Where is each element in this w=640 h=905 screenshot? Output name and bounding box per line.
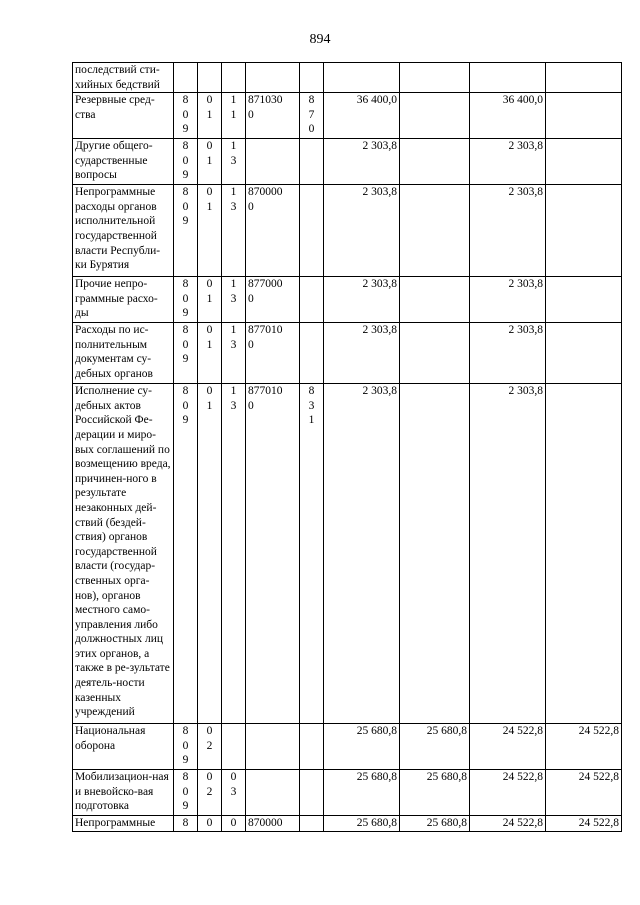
row-name-cell: [73, 724, 174, 770]
row-sum3-cell: [470, 770, 546, 816]
row-name-text: Непрограммные: [75, 817, 156, 830]
row-sum4-cell: [546, 185, 622, 277]
row-name-cell: [73, 185, 174, 277]
row-gr-text: 809: [182, 385, 189, 427]
row-sum2-text: 25 680,8: [426, 817, 467, 830]
row-name-text: Резервные сред-ства: [75, 94, 155, 121]
row-sum4-cell: [546, 93, 622, 139]
row-sum4-cell: [546, 139, 622, 185]
row-sum2-cell: [400, 816, 470, 832]
row-rz-text: 01: [206, 324, 213, 351]
row-name-cell: [73, 139, 174, 185]
row-sum3-cell: [470, 323, 546, 384]
row-pr-cell: [222, 323, 246, 384]
row-sum1-cell: [324, 724, 400, 770]
table-row: [73, 93, 622, 139]
row-pr-cell: [222, 63, 246, 93]
row-rz-text: 01: [206, 385, 213, 412]
row-sum4-cell: [546, 770, 622, 816]
row-sum3-text: 36 400,0: [502, 94, 543, 107]
budget-table: [72, 62, 622, 832]
row-name-cell: [73, 277, 174, 323]
row-csr-cell: [246, 724, 300, 770]
row-rz-text: 02: [206, 771, 213, 798]
table-row: [73, 770, 622, 816]
row-rz-cell: [198, 816, 222, 832]
row-sum2-text: 25 680,8: [426, 771, 467, 784]
row-gr-text: 809: [182, 140, 189, 182]
row-rz-cell: [198, 139, 222, 185]
row-name-cell: [73, 323, 174, 384]
row-gr-cell: [174, 185, 198, 277]
row-csr-text: 870000: [248, 817, 283, 830]
row-sum3-text: 2 303,8: [508, 186, 543, 199]
row-vr-cell: [300, 185, 324, 277]
row-sum2-cell: [400, 139, 470, 185]
row-sum4-cell: [546, 816, 622, 832]
row-gr-text: 8: [182, 817, 189, 830]
row-name-cell: [73, 770, 174, 816]
table-row: [73, 185, 622, 277]
row-vr-cell: [300, 63, 324, 93]
row-vr-cell: [300, 816, 324, 832]
row-pr-text: 03: [230, 771, 237, 798]
row-sum1-text: 25 680,8: [356, 725, 397, 738]
row-gr-text: 809: [182, 278, 189, 320]
row-rz-text: 01: [206, 278, 213, 305]
row-sum2-cell: [400, 185, 470, 277]
table-row: [73, 323, 622, 384]
row-pr-text: 13: [230, 278, 237, 305]
row-rz-cell: [198, 185, 222, 277]
table-row: [73, 277, 622, 323]
row-sum4-text: 24 522,8: [578, 817, 619, 830]
row-name-text: Исполнение су-дебных актов Российской Фе-дерации и миро-вых соглашений по возмещению вреда, причинен-ного в результате незаконных дей-ствий (бездей-ствия) органов государственной власти (государ-ственных орга-нов), органов местного само-управления либо должностных лиц этих органов, а также в ре-зультате деятель-ности казенных учреждений: [75, 385, 171, 719]
row-rz-cell: [198, 93, 222, 139]
row-pr-cell: [222, 770, 246, 816]
row-sum1-text: 2 303,8: [362, 186, 397, 199]
row-gr-cell: [174, 724, 198, 770]
row-sum1-text: 2 303,8: [362, 278, 397, 291]
row-pr-text: 11: [230, 94, 237, 121]
row-rz-text: 01: [206, 94, 213, 121]
row-name-cell: [73, 816, 174, 832]
row-vr-cell: [300, 277, 324, 323]
row-rz-text: 02: [206, 725, 213, 752]
row-name-text: Другие общего-сударственные вопросы: [75, 140, 153, 182]
row-sum1-cell: [324, 93, 400, 139]
table-row: [73, 816, 622, 832]
row-sum3-cell: [470, 139, 546, 185]
row-sum1-cell: [324, 63, 400, 93]
row-csr-cell: [246, 139, 300, 185]
page-number: 894: [309, 32, 331, 47]
row-sum4-cell: [546, 724, 622, 770]
row-sum1-text: 2 303,8: [362, 140, 397, 153]
row-sum4-cell: [546, 323, 622, 384]
row-pr-text: 13: [230, 140, 237, 167]
row-sum3-cell: [470, 185, 546, 277]
row-sum3-text: 24 522,8: [502, 817, 543, 830]
row-vr-cell: [300, 384, 324, 724]
row-pr-text: 13: [230, 186, 237, 213]
row-sum1-text: 2 303,8: [362, 324, 397, 337]
row-rz-cell: [198, 323, 222, 384]
row-csr-cell: [246, 816, 300, 832]
row-sum3-text: 2 303,8: [508, 278, 543, 291]
row-sum1-cell: [324, 185, 400, 277]
row-sum3-cell: [470, 724, 546, 770]
row-sum2-cell: [400, 63, 470, 93]
row-sum1-text: 25 680,8: [356, 817, 397, 830]
row-pr-cell: [222, 277, 246, 323]
row-vr-cell: [300, 323, 324, 384]
row-pr-text: 0: [230, 817, 237, 830]
row-sum4-text: 24 522,8: [578, 771, 619, 784]
row-sum1-cell: [324, 816, 400, 832]
row-csr-cell: [246, 93, 300, 139]
row-csr-cell: [246, 185, 300, 277]
row-pr-cell: [222, 384, 246, 724]
row-gr-text: 809: [182, 771, 189, 813]
row-sum4-cell: [546, 63, 622, 93]
row-csr-text: 8770100: [248, 385, 283, 412]
row-vr-text: 831: [308, 385, 315, 427]
row-sum4-text: 24 522,8: [578, 725, 619, 738]
row-pr-text: 13: [230, 385, 237, 412]
row-sum1-text: 25 680,8: [356, 771, 397, 784]
row-sum3-text: 2 303,8: [508, 324, 543, 337]
row-vr-cell: [300, 724, 324, 770]
row-csr-cell: [246, 323, 300, 384]
row-rz-text: 01: [206, 140, 213, 167]
row-gr-text: 809: [182, 186, 189, 228]
table-row: [73, 724, 622, 770]
table-row: [73, 384, 622, 724]
row-sum4-cell: [546, 277, 622, 323]
row-sum2-cell: [400, 93, 470, 139]
row-pr-cell: [222, 816, 246, 832]
row-gr-cell: [174, 63, 198, 93]
row-sum3-cell: [470, 816, 546, 832]
row-sum2-cell: [400, 277, 470, 323]
row-csr-cell: [246, 770, 300, 816]
row-sum1-text: 36 400,0: [356, 94, 397, 107]
row-sum3-text: 2 303,8: [508, 385, 543, 398]
row-sum2-cell: [400, 384, 470, 724]
row-sum2-cell: [400, 770, 470, 816]
row-pr-cell: [222, 724, 246, 770]
row-vr-cell: [300, 770, 324, 816]
row-name-text: Прочие непро-граммные расхо-ды: [75, 278, 158, 320]
row-gr-cell: [174, 139, 198, 185]
row-csr-cell: [246, 384, 300, 724]
row-name-text: Расходы по ис-полнительным документам су-дебных органов: [75, 324, 153, 380]
row-vr-cell: [300, 93, 324, 139]
table-row: [73, 63, 622, 93]
row-pr-text: 13: [230, 324, 237, 351]
row-name-text: Непрограммные расходы органов исполнительной государственной власти Республи-ки Бурятия: [75, 186, 161, 272]
row-rz-text: 01: [206, 186, 213, 213]
row-gr-cell: [174, 93, 198, 139]
row-sum3-cell: [470, 93, 546, 139]
row-rz-cell: [198, 63, 222, 93]
row-name-text: Национальная оборона: [75, 725, 146, 752]
row-pr-cell: [222, 93, 246, 139]
row-sum3-cell: [470, 384, 546, 724]
row-gr-text: 809: [182, 94, 189, 136]
row-sum3-text: 24 522,8: [502, 725, 543, 738]
row-pr-cell: [222, 185, 246, 277]
row-csr-text: 8710300: [248, 94, 283, 121]
row-rz-text: 0: [206, 817, 213, 830]
row-sum3-cell: [470, 277, 546, 323]
row-name-cell: [73, 93, 174, 139]
row-name-text: Мобилизацион-ная и вневойско-вая подготовка: [75, 771, 169, 813]
row-sum3-text: 2 303,8: [508, 140, 543, 153]
row-csr-cell: [246, 63, 300, 93]
row-gr-text: 809: [182, 725, 189, 767]
row-sum1-text: 2 303,8: [362, 385, 397, 398]
row-csr-text: 8770000: [248, 278, 283, 305]
row-sum1-cell: [324, 139, 400, 185]
row-sum2-cell: [400, 724, 470, 770]
row-rz-cell: [198, 724, 222, 770]
row-gr-cell: [174, 384, 198, 724]
table-row: [73, 139, 622, 185]
row-sum3-cell: [470, 63, 546, 93]
row-gr-cell: [174, 770, 198, 816]
row-gr-cell: [174, 816, 198, 832]
row-vr-cell: [300, 139, 324, 185]
row-name-text: последствий сти-хийных бедствий: [75, 64, 160, 91]
row-rz-cell: [198, 384, 222, 724]
row-sum1-cell: [324, 323, 400, 384]
row-name-cell: [73, 63, 174, 93]
row-rz-cell: [198, 277, 222, 323]
row-csr-cell: [246, 277, 300, 323]
row-csr-text: 8700000: [248, 186, 283, 213]
row-gr-cell: [174, 323, 198, 384]
row-pr-cell: [222, 139, 246, 185]
row-vr-text: 870: [308, 94, 315, 136]
row-gr-text: 809: [182, 324, 189, 366]
row-rz-cell: [198, 770, 222, 816]
row-sum1-cell: [324, 770, 400, 816]
row-sum2-text: 25 680,8: [426, 725, 467, 738]
row-sum3-text: 24 522,8: [502, 771, 543, 784]
row-gr-cell: [174, 277, 198, 323]
row-sum1-cell: [324, 277, 400, 323]
row-csr-text: 8770100: [248, 324, 283, 351]
row-name-cell: [73, 384, 174, 724]
row-sum1-cell: [324, 384, 400, 724]
row-sum2-cell: [400, 323, 470, 384]
row-sum4-cell: [546, 384, 622, 724]
